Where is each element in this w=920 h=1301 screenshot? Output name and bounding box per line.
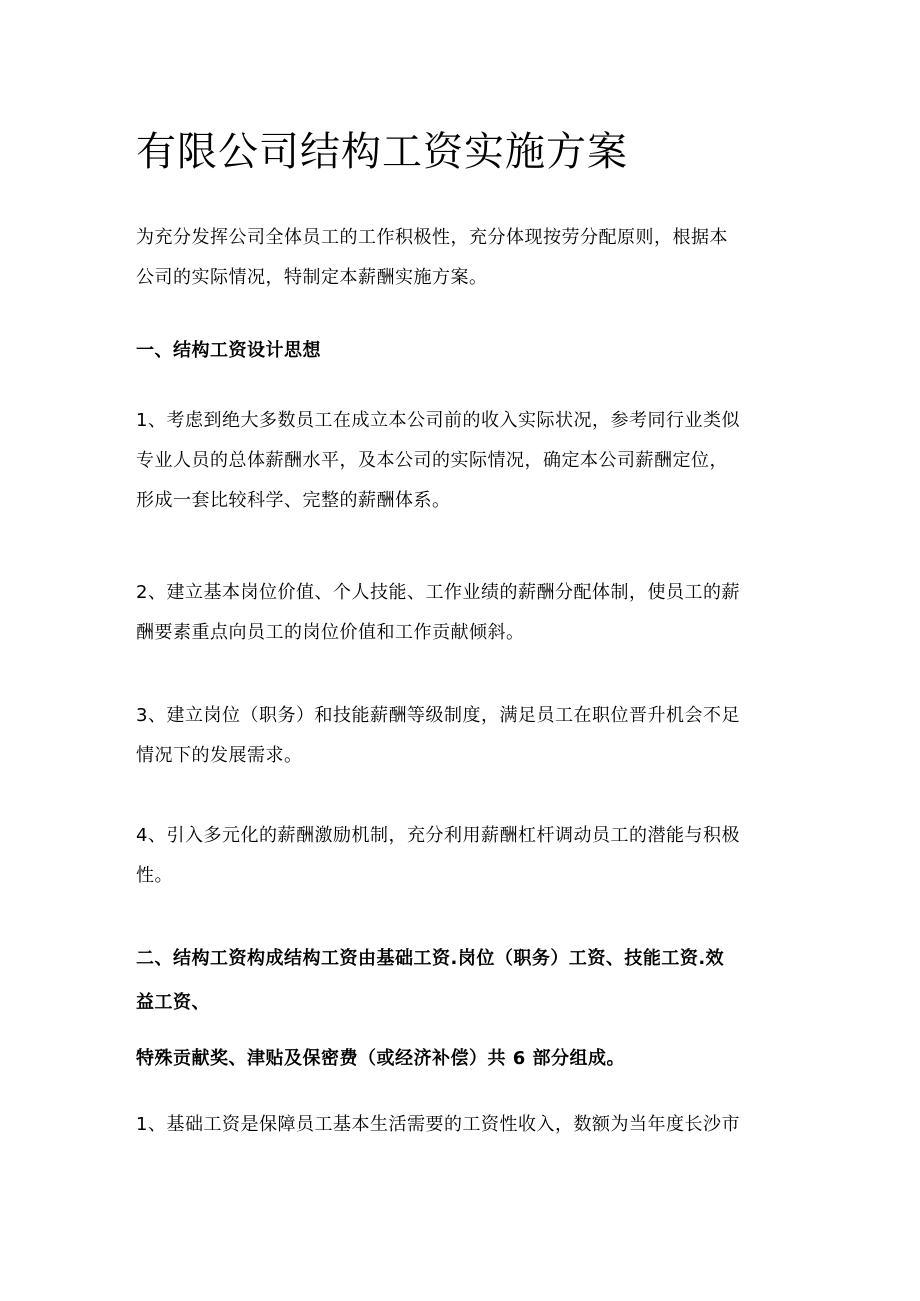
- text-line: 一、结构工资设计思想: [136, 340, 321, 361]
- section-1-item-2: [136, 573, 786, 653]
- document-title: 有限公司结构工资实施方案: [136, 129, 628, 175]
- text-line: 益工资、: [136, 992, 210, 1013]
- section-1-heading: [136, 331, 786, 371]
- section-1-item-4: [136, 816, 786, 896]
- section-2-heading-continued: [136, 1039, 786, 1079]
- text-line: 1、考虑到绝大多数员工在成立本公司前的收入实际状况，参考同行业类似: [136, 410, 740, 431]
- text-line: 3、建立岗位（职务）和技能薪酬等级制度，满足员工在职位晋升机会不足: [136, 705, 740, 726]
- text-line: 酬要素重点向员工的岗位价值和工作贡献倾斜。: [136, 622, 525, 643]
- section-2-heading: [136, 937, 786, 1025]
- text-line: 专业人员的总体薪酬水平，及本公司的实际情况，确定本公司薪酬定位，: [136, 450, 728, 471]
- text-line: 2、建立基本岗位价值、个人技能、工作业绩的薪酬分配体制，使员工的薪: [136, 582, 740, 603]
- section-1-item-3: [136, 696, 786, 776]
- section-1-item-1: [136, 401, 786, 521]
- section-2-item-1: [136, 1105, 786, 1145]
- intro-paragraph: [136, 218, 786, 298]
- text-line: 二、结构工资构成结构工资由基础工资.岗位（职务）工资、技能工资.效: [136, 948, 725, 969]
- text-line: 情况下的发展需求。: [136, 745, 303, 766]
- text-line: 形成一套比较科学、完整的薪酬体系。: [136, 490, 451, 511]
- text-line: 4、引入多元化的薪酬激励机制，充分利用薪酬杠杆调动员工的潜能与积极: [136, 825, 740, 846]
- text-line: 1、基础工资是保障员工基本生活需要的工资性收入，数额为当年度长沙市: [136, 1114, 740, 1135]
- text-line: 为充分发挥公司全体员工的工作积极性，充分体现按劳分配原则，根据本: [136, 227, 728, 248]
- text-line: 性。: [136, 865, 173, 886]
- text-line: 特殊贡献奖、津贴及保密费（或经济补偿）共 6 部分组成。: [136, 1048, 626, 1069]
- text-line: 公司的实际情况，特制定本薪酬实施方案。: [136, 267, 488, 288]
